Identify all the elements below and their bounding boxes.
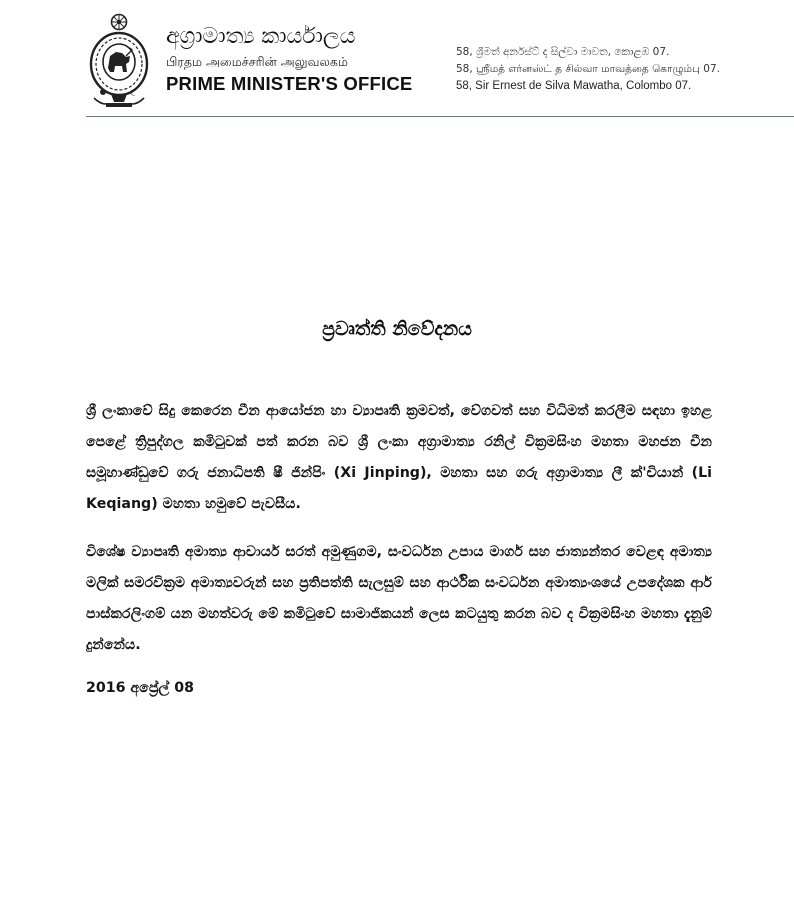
address-block [456, 44, 756, 95]
body-paragraph: විශේෂ ව්‍යාපෘති අමාත්‍ය ආචාර්ය සරත් අමුණුගම, සංවර්ධන උපාය මාර්ග සහ ජාත්‍යන්තර වෙළඳ අමාත්‍ය මලික් සමරවික්‍රම අමාත්‍යවරුන් සහ ප්‍රතිපත්ති සැලසුම් සහ ආර්ථික සංවර්ධන අමාත්‍යංශයේ උපදේශක ආර් පාස්කරලිංගම් යන මහත්වරු මේ කමිටුවේ සාමාජිකයන් ලෙස කටයුතු කරන බව ද වික්‍රමසිංහ මහතා දැනුම් දුන්නේය. [86, 544, 712, 653]
header-divider [86, 116, 794, 117]
document-title: ප්‍රවෘත්ති නිවේදනය [322, 318, 472, 340]
document-date: 2016 අප්‍රේල් 08 [86, 680, 194, 696]
address-tamil: 58, ஸ்ரீமத் எர்னஸ்ட் த சில்வா மாவத்தை கொழும்பு 07. [456, 63, 720, 75]
org-name-sinhala: අග්‍රාමාත්‍ය කාර්යාලය [166, 24, 356, 49]
org-name-tamil: பிரதம அமைச்சரின் அலுவலகம் [166, 54, 348, 69]
org-name-block [166, 22, 426, 96]
address-sinhala: 58, ශ්‍රීමත් අර්නස්ට් ද සිල්වා මාවත, කොළඹ 07. [456, 46, 670, 58]
body-paragraph: ශ්‍රී ලංකාවේ සිදු කෙරෙන චීන ආයෝජන හා ව්‍යාපෘති ක්‍රමවත්, වේගවත් සහ විධිමත් කරලීම සඳහා ඉහළ පෙළේ ත්‍රිපුද්ගල කමිටුවක් පත් කරන බව ශ්‍රී ලංකා අග්‍රාමාත්‍ය රනිල් වික්‍රමසිංහ මහතා මහජන චීන සමූහාණ්ඩුවේ ගරු ජනාධිපති ෂී ජින්පිං (Xi Jinping), මහතා සහ ගරු අග්‍රාමාත්‍ය ලී ක්'චියාන් (Li Keqiang) මහතා හමුවේ පැවසීය. [86, 403, 712, 512]
sri-lanka-emblem-icon [86, 12, 152, 110]
org-name-english: PRIME MINISTER'S OFFICE [166, 73, 413, 94]
address-english: 58, Sir Ernest de Silva Mawatha, Colombo 07. [456, 80, 692, 92]
